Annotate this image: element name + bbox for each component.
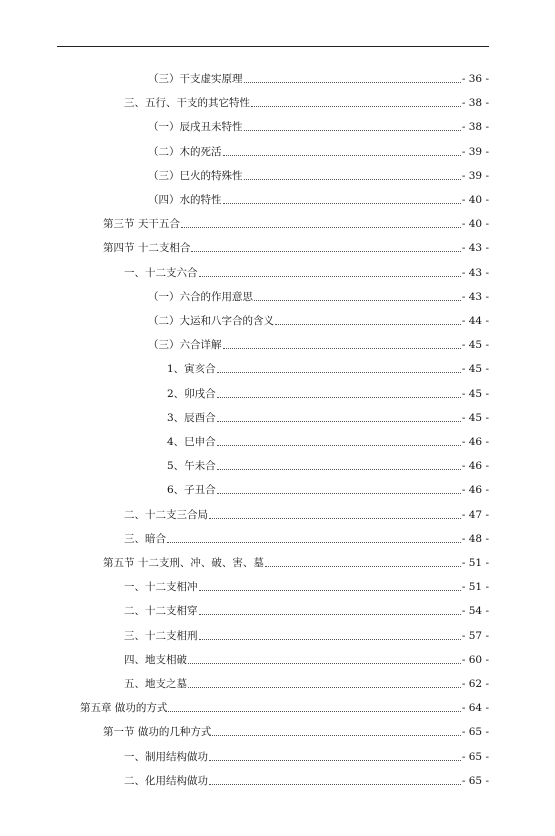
toc-entry-page: - 65 - bbox=[461, 726, 489, 738]
dot-leader bbox=[209, 518, 461, 519]
dot-leader bbox=[265, 566, 461, 567]
toc-entry-page: - 46 - bbox=[461, 460, 489, 472]
toc-entry-label: 3、辰酉合 bbox=[167, 412, 216, 424]
toc-entry[interactable] bbox=[148, 338, 489, 352]
toc-entry-label: （三）六合详解 bbox=[148, 339, 222, 351]
toc-entry-page: - 40 - bbox=[461, 194, 489, 206]
toc-entry-page: - 62 - bbox=[461, 678, 489, 690]
toc-entry[interactable] bbox=[124, 96, 489, 110]
toc-entry[interactable] bbox=[124, 532, 489, 546]
dot-leader bbox=[244, 82, 461, 83]
toc-entry-page: - 64 - bbox=[461, 702, 489, 714]
toc-entry[interactable] bbox=[167, 459, 489, 473]
toc-entry-label: 第三节 天干五合 bbox=[103, 218, 180, 230]
toc-entry[interactable] bbox=[167, 435, 489, 449]
toc-entry-page: - 45 - bbox=[461, 388, 489, 400]
toc-entry[interactable] bbox=[124, 508, 489, 522]
toc-entry-label: （二）木的死活 bbox=[148, 146, 222, 158]
dot-leader bbox=[217, 421, 461, 422]
toc-entry[interactable] bbox=[167, 362, 489, 376]
toc-entry-page: - 40 - bbox=[461, 218, 489, 230]
toc-entry-label: 一、制用结构做功 bbox=[124, 751, 208, 763]
toc-entry-page: - 38 - bbox=[461, 97, 489, 109]
toc-entry[interactable] bbox=[167, 387, 489, 401]
toc-entry-page: - 45 - bbox=[461, 412, 489, 424]
dot-leader bbox=[223, 348, 461, 349]
toc-entry-label: （四）水的特性 bbox=[148, 194, 222, 206]
toc-entry-page: - 65 - bbox=[461, 775, 489, 787]
toc-entry[interactable] bbox=[148, 169, 489, 183]
toc-entry-page: - 51 - bbox=[461, 581, 489, 593]
toc-entry-label: （二）大运和八字合的含义 bbox=[148, 315, 274, 327]
toc-entry-label: 第一节 做功的几种方式 bbox=[103, 726, 212, 738]
toc-entry-page: - 39 - bbox=[461, 170, 489, 182]
toc-entry[interactable] bbox=[103, 217, 489, 231]
toc-entry-page: - 60 - bbox=[461, 654, 489, 666]
toc-entry-page: - 65 - bbox=[461, 751, 489, 763]
toc-entry-page: - 46 - bbox=[461, 436, 489, 448]
dot-leader bbox=[209, 760, 461, 761]
dot-leader bbox=[217, 445, 461, 446]
toc-entry-page: - 43 - bbox=[461, 267, 489, 279]
toc-entry-label: 一、十二支相冲 bbox=[124, 581, 198, 593]
toc-entry-label: 二、化用结构做功 bbox=[124, 775, 208, 787]
dot-leader bbox=[188, 663, 461, 664]
toc-entry[interactable] bbox=[148, 72, 489, 86]
toc-entry-page: - 45 - bbox=[461, 339, 489, 351]
dot-leader bbox=[188, 687, 461, 688]
toc-entry-page: - 45 - bbox=[461, 363, 489, 375]
dot-leader bbox=[217, 469, 461, 470]
toc-entry-label: 三、暗合 bbox=[124, 533, 166, 545]
toc-entry-label: （三）巳火的特殊性 bbox=[148, 170, 243, 182]
dot-leader bbox=[181, 227, 461, 228]
toc-entry-page: - 43 - bbox=[461, 291, 489, 303]
dot-leader bbox=[217, 493, 461, 494]
toc-entry[interactable] bbox=[148, 120, 489, 134]
toc-entry-page: - 47 - bbox=[461, 509, 489, 521]
toc-entry-label: 二、十二支三合局 bbox=[124, 509, 208, 521]
toc-entry[interactable] bbox=[148, 314, 489, 328]
toc-entry[interactable] bbox=[124, 604, 489, 618]
toc-entry-page: - 38 - bbox=[461, 121, 489, 133]
toc-entry-page: - 48 - bbox=[461, 533, 489, 545]
dot-leader bbox=[223, 155, 461, 156]
dot-leader bbox=[199, 276, 461, 277]
toc-entry-label: 第五章 做功的方式 bbox=[80, 702, 168, 714]
toc-entry[interactable] bbox=[103, 241, 489, 255]
toc-entry[interactable] bbox=[124, 653, 489, 667]
toc-entry[interactable] bbox=[124, 677, 489, 691]
dot-leader bbox=[254, 300, 461, 301]
dot-leader bbox=[251, 106, 461, 107]
toc-entry[interactable] bbox=[148, 193, 489, 207]
dot-leader bbox=[167, 542, 461, 543]
toc-entry-page: - 43 - bbox=[461, 242, 489, 254]
toc-entry-label: 二、十二支相穿 bbox=[124, 605, 198, 617]
dot-leader bbox=[209, 784, 461, 785]
toc-entry[interactable] bbox=[124, 750, 489, 764]
header-rule bbox=[57, 46, 489, 47]
toc-entry-label: 5、午未合 bbox=[167, 460, 216, 472]
toc-entry[interactable] bbox=[80, 701, 489, 715]
toc-entry-label: 三、五行、干支的其它特性 bbox=[124, 97, 250, 109]
dot-leader bbox=[168, 711, 461, 712]
toc-entry-page: - 51 - bbox=[461, 557, 489, 569]
dot-leader bbox=[244, 179, 461, 180]
toc-entry[interactable] bbox=[148, 290, 489, 304]
toc-entry-label: 第五节 十二支刑、冲、破、害、墓 bbox=[103, 557, 264, 569]
toc-entry-page: - 36 - bbox=[461, 73, 489, 85]
toc-entry-page: - 54 - bbox=[461, 605, 489, 617]
toc-entry[interactable] bbox=[148, 145, 489, 159]
toc-entry[interactable] bbox=[103, 556, 489, 570]
toc-entry-label: （三）干支虚实原理 bbox=[148, 73, 243, 85]
toc-entry-label: （一）辰戌丑未特性 bbox=[148, 121, 243, 133]
toc-entry[interactable] bbox=[124, 774, 489, 788]
dot-leader bbox=[191, 251, 461, 252]
toc-entry-page: - 57 - bbox=[461, 630, 489, 642]
toc-entry-label: 四、地支相破 bbox=[124, 654, 187, 666]
toc-entry-label: 6、子丑合 bbox=[167, 484, 216, 496]
dot-leader bbox=[244, 130, 461, 131]
dot-leader bbox=[199, 614, 461, 615]
toc-entry[interactable] bbox=[167, 483, 489, 497]
toc-entry-label: 4、巳申合 bbox=[167, 436, 216, 448]
toc-entry-page: - 46 - bbox=[461, 484, 489, 496]
dot-leader bbox=[217, 397, 461, 398]
dot-leader bbox=[217, 372, 461, 373]
toc-entry[interactable] bbox=[124, 580, 489, 594]
dot-leader bbox=[275, 324, 461, 325]
toc-entry-label: 一、十二支六合 bbox=[124, 267, 198, 279]
toc-entry[interactable] bbox=[103, 725, 489, 739]
dot-leader bbox=[212, 735, 461, 736]
toc-entry-label: 三、十二支相刑 bbox=[124, 630, 198, 642]
dot-leader bbox=[199, 639, 461, 640]
toc-entry-page: - 44 - bbox=[461, 315, 489, 327]
toc-entry-label: 1、寅亥合 bbox=[167, 363, 216, 375]
toc-entry-label: 第四节 十二支相合 bbox=[103, 242, 191, 254]
toc-entry[interactable] bbox=[124, 629, 489, 643]
toc-entry[interactable] bbox=[124, 266, 489, 280]
toc-entry-label: （一）六合的作用意思 bbox=[148, 291, 253, 303]
toc-entry-label: 2、卯戌合 bbox=[167, 388, 216, 400]
dot-leader bbox=[199, 590, 461, 591]
toc-entry[interactable] bbox=[167, 411, 489, 425]
toc-entry-page: - 39 - bbox=[461, 146, 489, 158]
dot-leader bbox=[223, 203, 461, 204]
toc-entry-label: 五、地支之墓 bbox=[124, 678, 187, 690]
